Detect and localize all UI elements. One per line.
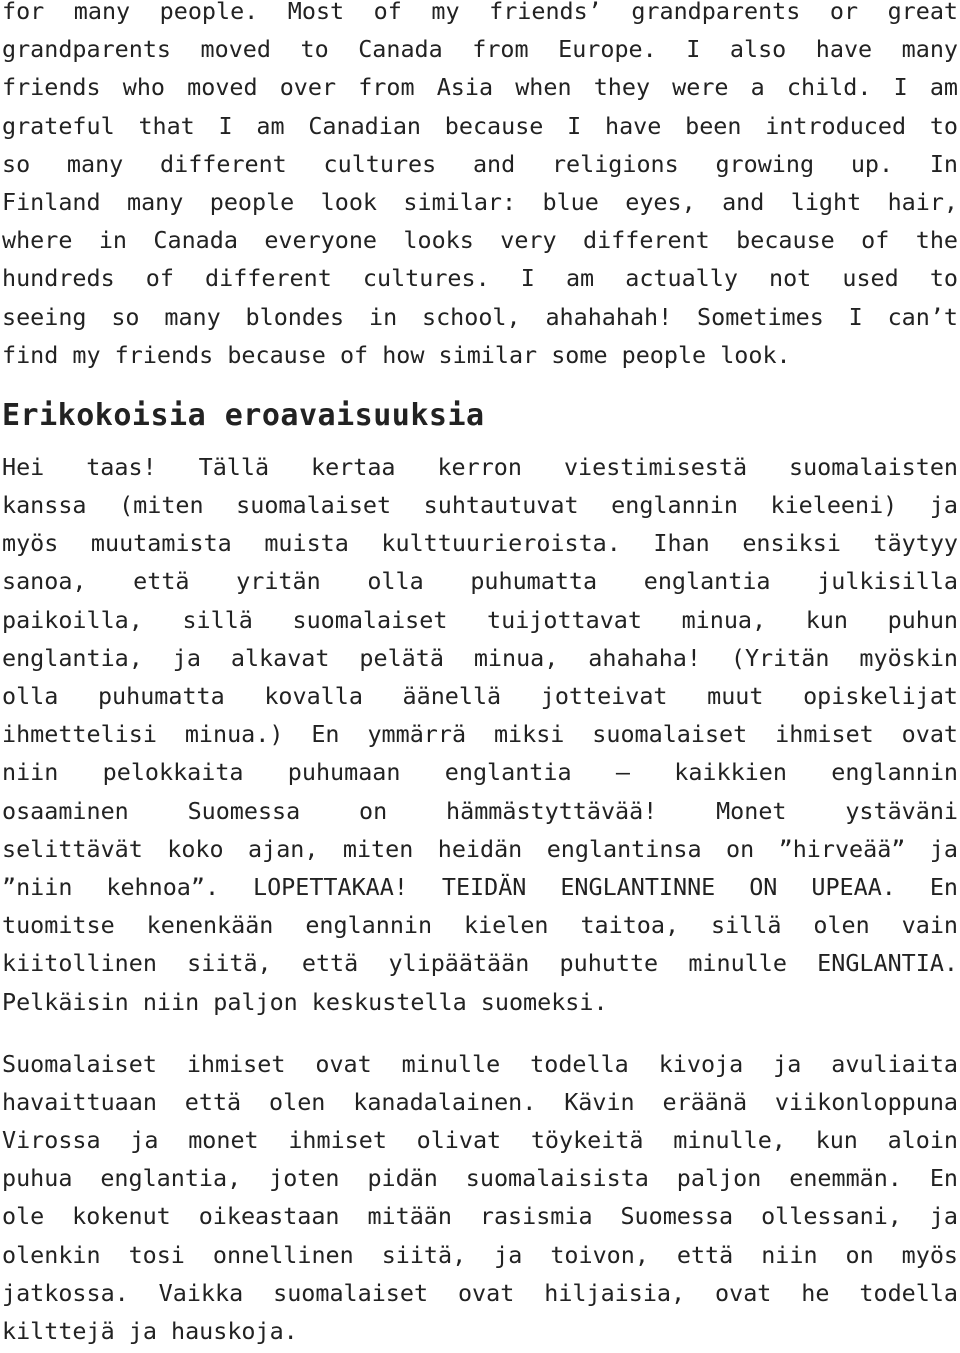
text-line: so many different cultures and religions growing up. In <box>2 149 958 178</box>
text-line: myös muutamista muista kulttuurieroista. Ihan ensiksi täytyy <box>2 529 958 558</box>
article-page <box>2 0 958 1350</box>
text-line: Hei taas! Tällä kertaa kerron viestimisestä suomalaisten <box>2 452 958 481</box>
text-line: tuomitse kenenkään englannin kielen taitoa, sillä olen vain <box>2 911 958 940</box>
paragraph-english-communication <box>2 448 958 1021</box>
section-heading: Erikokoisia eroavaisuuksia <box>2 397 485 433</box>
text-line: jatkossa. Vaikka suomalaiset ovat hiljaisia, ovat he todella <box>2 1278 958 1307</box>
text-line: grandparents moved to Canada from Europe. I also have many <box>2 35 958 64</box>
text-line: puhua englantia, joten pidän suomalaisista paljon enemmän. En <box>2 1164 958 1193</box>
text-line: Suomalaiset ihmiset ovat minulle todella kivoja ja avuliaita <box>2 1049 958 1078</box>
text-line: for many people. Most of my friends’ grandparents or great <box>2 0 958 25</box>
text-line: selittävät koko ajan, miten heidän englantinsa on ”hirveää” ja <box>2 834 958 863</box>
text-line: kiitollinen siitä, että ylipäätään puhutte minulle ENGLANTIA. <box>2 949 958 978</box>
text-line: grateful that I am Canadian because I have been introduced to <box>2 111 958 140</box>
text-line: englantia, ja alkavat pelätä minua, ahahaha! (Yritän myöskin <box>2 643 958 672</box>
text-line: ihmettelisi minua.) En ymmärrä miksi suomalaiset ihmiset ovat <box>2 720 958 749</box>
text-line: Virossa ja monet ihmiset olivat töykeitä minulle, kun aloin <box>2 1126 958 1155</box>
paragraph-finnish-people <box>2 1045 958 1351</box>
text-line: sanoa, että yritän olla puhumatta englantia julkisilla <box>2 567 958 596</box>
text-line: havaittuaan että olen kanadalainen. Kävin eräänä viikonloppuna <box>2 1087 958 1116</box>
paragraph-canada-cultures <box>2 0 958 374</box>
text-line: ”niin kehnoa”. LOPETTAKAA! TEIDÄN ENGLANTINNE ON UPEAA. En <box>2 872 958 901</box>
text-line: hundreds of different cultures. I am actually not used to <box>2 264 958 293</box>
text-line: olenkin tosi onnellinen siitä, ja toivon, että niin on myös <box>2 1240 958 1269</box>
text-line: paikoilla, sillä suomalaiset tuijottavat minua, kun puhun <box>2 605 958 634</box>
text-line: seeing so many blondes in school, ahahahah! Sometimes I can’t <box>2 302 958 331</box>
text-line: niin pelokkaita puhumaan englantia – kaikkien englannin <box>2 758 958 787</box>
text-line: osaaminen Suomessa on hämmästyttävää! Monet ystäväni <box>2 796 958 825</box>
text-line: friends who moved over from Asia when they were a child. I am <box>2 73 958 102</box>
text-line: find my friends because of how similar some people look. <box>2 340 791 369</box>
text-line: kanssa (miten suomalaiset suhtautuvat englannin kieleeni) ja <box>2 491 958 520</box>
text-line: Pelkäisin niin paljon keskustella suomeksi. <box>2 987 608 1016</box>
text-line: ole kokenut oikeastaan mitään rasismia Suomessa ollessani, ja <box>2 1202 958 1231</box>
text-line: Finland many people look similar: blue eyes, and light hair, <box>2 187 958 216</box>
text-line: kilttejä ja hauskoja. <box>2 1317 298 1345</box>
text-line: olla puhumatta kovalla äänellä jotteivat muut opiskelijat <box>2 682 958 710</box>
text-line: where in Canada everyone looks very different because of the <box>2 226 958 255</box>
